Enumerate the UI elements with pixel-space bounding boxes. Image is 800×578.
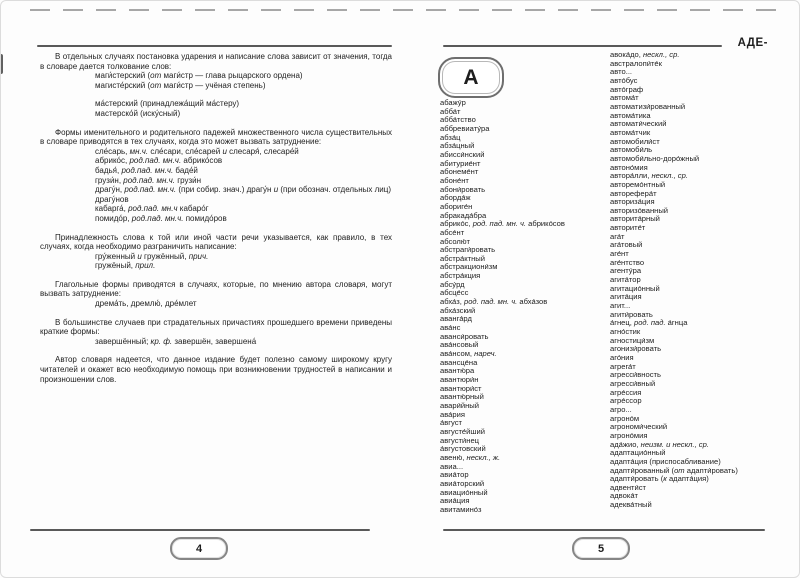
page-number-right xyxy=(572,537,630,560)
spacer xyxy=(40,90,392,99)
dictionary-entry: аббревиату́ра xyxy=(440,123,490,133)
dictionary-entry: агита́ция xyxy=(610,292,642,302)
dictionary-entry: авиа́торский xyxy=(440,478,485,488)
dictionary-entry: а́вгустовский xyxy=(440,444,486,454)
top-rule-left-page xyxy=(37,45,392,47)
dictionary-entry: авантю́ра xyxy=(440,366,475,376)
example-line: грузи́н, род.пад. мн.ч. грузи́н xyxy=(95,175,202,185)
dictionary-entry: августи́нец xyxy=(440,435,480,445)
page-right xyxy=(432,0,776,578)
section-letter-badge xyxy=(438,57,504,98)
dictionary-entry: авантю́рный xyxy=(440,392,484,402)
spacer xyxy=(40,119,392,128)
intro-text xyxy=(40,52,392,384)
dictionary-entry: агроно́мия xyxy=(610,430,648,440)
bottom-rule-left-page xyxy=(30,529,370,531)
intro-paragraph: В отдельных случаях постановка ударения и написание слова зависит от значения, тогда в словаре дается толкование слов: xyxy=(40,52,392,71)
page-number-left-text: 4 xyxy=(195,542,203,555)
intro-paragraph: В большинстве случаев при страдательных причастиях прошедшего времени приведены краткие формы: xyxy=(40,317,392,337)
dictionary-entry: ава́рия xyxy=(440,409,465,419)
spacer xyxy=(40,346,392,355)
dictionary-entry: автомати́ческий xyxy=(610,119,667,129)
dictionary-entry: аванси́ровать xyxy=(440,331,489,341)
dictionary-entry: авари́йный xyxy=(440,400,479,410)
dictionary-entry: австралопи́те́к xyxy=(610,58,662,68)
page-number-left xyxy=(170,537,228,560)
dictionary-entry: абоне́нт xyxy=(440,175,469,185)
dictionary-entry: агрономи́ческий xyxy=(610,422,668,432)
dictionary-entry: авторита́рный xyxy=(610,214,660,224)
intro-paragraph: Глагольные формы приводятся в случаях, которые, по мнению автора словаря, могут вызвать затруднение: xyxy=(40,279,392,299)
dictionary-entry: агити́ровать xyxy=(610,309,653,319)
dictionary-entry: аге́нтство xyxy=(610,257,645,267)
page-left xyxy=(24,0,404,578)
dictionary-entry: адапти́рованный (от адапти́ровать) xyxy=(610,465,738,475)
dictionary-entry: агно́стик xyxy=(610,327,641,336)
example-line: магисте́рский (от маги́стр — учёная степень) xyxy=(95,80,266,90)
dictionary-entry: авантюри́н xyxy=(440,375,479,384)
dictionary-entry: ада́жио, неизм. и нескл., ср. xyxy=(610,439,709,449)
dictionary-entry: аго́ния xyxy=(610,352,634,362)
dictionary-entry: авансце́на xyxy=(440,357,478,367)
dictionary-entry: агит... xyxy=(610,301,631,311)
dictionary-entry: автомоби́льно-доро́жный xyxy=(610,153,700,163)
dictionary-entry: а́гнец, род. пад. а́гнца xyxy=(610,318,688,328)
dictionary-entry: августе́йший xyxy=(440,426,485,436)
intro-paragraph: Принадлежность слова к той или иной части речи указывается, как правило, в тех случаях, когда необходимо разграничить написание: xyxy=(40,232,392,252)
example-line: маги́стерский (от маги́стр — глава рыцарского ордена) xyxy=(95,71,303,81)
dictionary-entry: абисси́нский xyxy=(440,149,485,159)
dictionary-entry: абха́з, род. пад. мн. ч. абха́зов xyxy=(440,297,548,307)
example-line: дрема́ть, дремлю́, дре́млет xyxy=(95,299,197,309)
dictionary-entry: абза́ц xyxy=(440,132,461,142)
dictionary-entry: автоматизи́рованный xyxy=(610,101,686,111)
spacer xyxy=(40,309,392,318)
example-line: кабарга́, род.пад. мн.ч кабаро́г xyxy=(95,204,209,214)
dictionary-entry: авиа... xyxy=(440,461,464,471)
dictionary-entry: авитамино́з xyxy=(440,504,482,514)
dictionary-entry: агресси́вный xyxy=(610,378,656,388)
dictionary-entry: абсе́нт xyxy=(440,227,465,237)
dictionary-entry: абба́тство xyxy=(440,115,476,125)
spacer xyxy=(40,224,392,233)
dictionary-entry: авторизо́ванный xyxy=(610,205,669,215)
dictionary-entry: авиацио́нный xyxy=(440,487,488,497)
dictionary-entry: абрико́с, род. пад. мн. ч. абрико́сов xyxy=(440,219,565,229)
dictionary-entry: авто... xyxy=(610,67,633,77)
dictionary-entry: агрега́т xyxy=(610,361,636,371)
dictionary-entry: агроно́м xyxy=(610,413,640,423)
dictionary-entry: авторефера́т xyxy=(610,188,657,198)
dictionary-entry: автора́лли, нескл., ср. xyxy=(610,171,688,181)
dictionary-entry: ага́товый xyxy=(610,240,643,250)
dictionary-entry: абони́ровать xyxy=(440,184,486,194)
dictionary-entry: адапти́ровать (к адапта́ция) xyxy=(610,474,709,484)
example-line: гру́женный и гружённый, прич. xyxy=(95,251,209,261)
dictionary-entry: абза́цный xyxy=(440,141,475,151)
dictionary-entry: адапта́ция (приспосабливание) xyxy=(610,456,721,466)
dictionary-entry: абха́зский xyxy=(440,305,476,315)
dictionary-entry: абстра́кция xyxy=(440,271,481,281)
spacer xyxy=(40,271,392,280)
dictionary-entry: агностици́зм xyxy=(610,335,655,345)
dictionary-entry: авторите́т xyxy=(610,223,646,233)
dictionary-entry: адеква́тный xyxy=(610,500,652,510)
dictionary-entry: авантюри́ст xyxy=(440,383,482,393)
dictionary-entry: абстра́ктный xyxy=(440,253,485,263)
dictionary-entry: авока́до, нескл., ср. xyxy=(610,50,680,59)
dictionary-entry: авторемо́нтный xyxy=(610,179,666,189)
dictionary-entry: агенту́ра xyxy=(610,266,642,276)
example-line: бадья́, род.пад. мн.ч. баде́й xyxy=(95,165,198,175)
bottom-rule-right-page xyxy=(443,529,765,531)
dictionary-entry: автоно́мия xyxy=(610,162,648,172)
dictionary-entry: агонизи́ровать xyxy=(610,344,662,354)
dictionary-entry: авиа́ция xyxy=(440,496,470,506)
dictionary-entry: абонеме́нт xyxy=(440,167,479,177)
page-number-right-text: 5 xyxy=(597,542,605,555)
top-rule-right-page xyxy=(443,45,722,47)
intro-paragraph: Автор словаря надеется, что данное издание будет полезно самому широкому кругу читателей и окажет всю необходимую помощь при возникновении трудностей в написании и произношении слов. xyxy=(40,355,392,384)
dictionary-entry: абажу́р xyxy=(440,98,466,107)
dictionary-entry: автомоби́ль xyxy=(610,145,653,155)
dictionary-entry: ага́т xyxy=(610,231,625,241)
dictionary-entry: адвока́т xyxy=(610,491,639,501)
dictionary-entry: агре́ссор xyxy=(610,396,642,406)
dictionary-entry: автома́т xyxy=(610,93,639,103)
dictionary-entry: абсце́сс xyxy=(440,288,469,298)
running-head: АДЕ- xyxy=(737,37,768,49)
dictionary-entry: агро... xyxy=(610,404,632,414)
example-line: помидо́р, род.пад. мн.ч. помидо́ров xyxy=(95,213,227,223)
dictionary-entry: абсолю́т xyxy=(440,236,471,246)
dictionary-entry: абстракциони́зм xyxy=(440,262,498,272)
dictionary-entry: абба́т xyxy=(440,106,461,116)
dictionary-entry: абориге́н xyxy=(440,201,473,211)
example-line: завершённый; кр. ф. завершён, завершена́ xyxy=(95,336,257,346)
dictionary-entry: авториза́ция xyxy=(610,197,655,207)
dictionary-entry: автома́тика xyxy=(610,110,651,120)
dictionary-entry: автомобили́ст xyxy=(610,136,660,146)
example-line: драгу́н, род.пад. мн.ч. (при собир. знач.) драгу́н и (при обознач. отдельных лиц) драгу́нов xyxy=(95,185,392,204)
example-line: ма́стерский (принадлежа́щий ма́стеру) xyxy=(95,99,240,109)
dictionary-entry: абсу́рд xyxy=(440,279,465,289)
dictionary-entry: авто́бус xyxy=(610,75,638,85)
dictionary-entry: автома́тчик xyxy=(610,127,651,137)
dictionary-entry: аванга́рд xyxy=(440,314,472,324)
example-line: сле́сарь, мн.ч. сле́сари, сле́сарей и слесаря́, слесаре́й xyxy=(95,146,299,156)
dictionary-entry: агресси́вность xyxy=(610,370,661,380)
section-letter: А xyxy=(463,65,479,89)
dictionary-entry: абстраги́ровать xyxy=(440,245,496,255)
dictionary-entry: агита́тор xyxy=(610,275,641,285)
dictionary-entry: авиа́тор xyxy=(440,470,469,480)
dictionary-entry: адвенти́ст xyxy=(610,482,647,492)
dictionary-entry: ава́нсом, нареч. xyxy=(440,349,497,359)
example-line: гружёный, прил. xyxy=(95,261,156,271)
dictionary-entry: аборда́ж xyxy=(440,193,471,203)
entries-column-left xyxy=(440,99,612,515)
dictionary-entry: адаптацио́нный xyxy=(610,448,666,458)
dictionary-entry: ава́нс xyxy=(440,323,461,333)
dictionary-entry: агитацио́нный xyxy=(610,283,660,293)
entries-column-right xyxy=(610,51,774,510)
dictionary-entry: аге́нт xyxy=(610,249,629,259)
dictionary-entry: абракада́бра xyxy=(440,210,487,220)
example-line: абрико́с, род.пад. мн.ч. абрико́сов xyxy=(95,156,223,166)
example-line: мастерско́й (иску́сный) xyxy=(95,108,181,118)
dictionary-entry: абитурие́нт xyxy=(440,158,481,168)
scan-edge-left xyxy=(0,54,3,74)
intro-paragraph: Формы именительного и родительного падежей множественного числа существительных в словаре приводятся в тех случаях, когда это может вызвать затруднение: xyxy=(40,127,392,147)
dictionary-entry: авто́граф xyxy=(610,84,644,94)
dictionary-entry: агре́ссия xyxy=(610,387,642,397)
dictionary-entry: а́вгуст xyxy=(440,418,463,428)
dictionary-entry: авеню́, нескл., ж. xyxy=(440,452,501,462)
dictionary-entry: ава́нсовый xyxy=(440,340,479,350)
